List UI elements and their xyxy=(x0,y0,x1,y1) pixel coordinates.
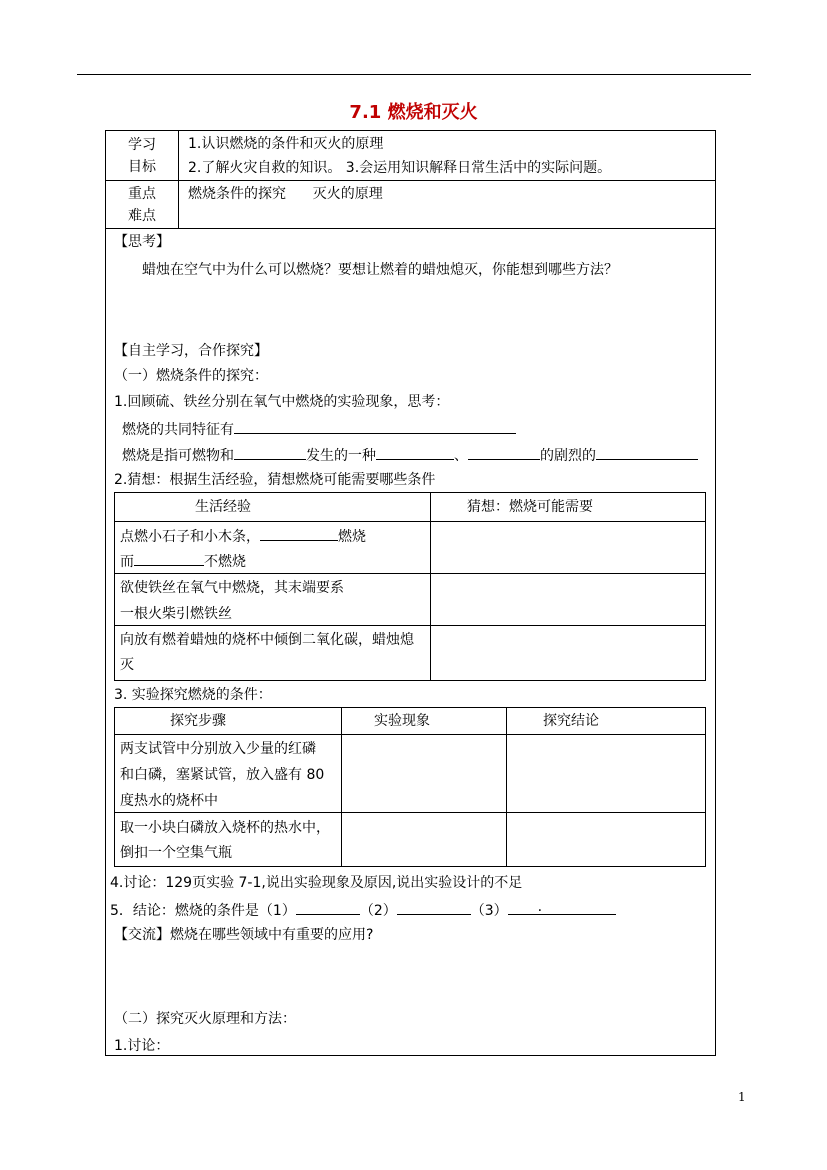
page-number: 1 xyxy=(738,1090,746,1104)
cell-text: 燃烧 xyxy=(338,529,366,545)
table-cell: 取一小块白磷放入烧杯的热水中， xyxy=(120,820,330,836)
table-header: 猜想：燃烧可能需要 xyxy=(467,499,593,515)
prompt-text: （2） xyxy=(359,903,397,919)
goal-item: 1.认识燃烧的条件和灭火的原理 xyxy=(188,136,384,152)
answer-blank[interactable] xyxy=(376,445,454,460)
goals-label: 目标 xyxy=(128,159,156,175)
table-cell: 两支试管中分别放入少量的红磷 xyxy=(120,741,316,757)
key-points-label: 难点 xyxy=(128,208,156,224)
table-cell: 欲使铁丝在氧气中燃烧，其末端要系 xyxy=(120,580,344,596)
table-cell: 倒扣一个空集气瓶 xyxy=(120,845,232,861)
table-cell: 度热水的烧杯中 xyxy=(120,793,218,809)
table-header: 生活经验 xyxy=(195,499,251,515)
table-header: 实验现象 xyxy=(374,713,430,729)
table-header: 探究结论 xyxy=(543,713,599,729)
key-points-label: 重点 xyxy=(128,186,156,202)
question-2: 2.猜想：根据生活经验，猜想燃烧可能需要哪些条件 xyxy=(114,472,436,488)
cell-text: 不燃烧 xyxy=(204,554,246,570)
prompt-text: 燃烧是指可燃物和 xyxy=(122,448,234,464)
answer-blank[interactable] xyxy=(234,445,306,460)
cell-text: 点燃小石子和小木条， xyxy=(120,529,260,545)
prompt-text: 发生的一种 xyxy=(306,448,376,464)
guess-table xyxy=(114,492,706,681)
prompt-text: 5．结论：燃烧的条件是（1） xyxy=(110,903,296,919)
row-divider xyxy=(115,734,705,735)
row-divider xyxy=(106,228,715,229)
row-divider xyxy=(115,573,705,574)
prompt-text: 燃烧的共同特征有 xyxy=(122,422,234,438)
row-divider xyxy=(115,625,705,626)
question-4: 4.讨论：129页实验 7-1,说出实验现象及原因,说出实验设计的不足 xyxy=(110,875,523,891)
table-cell: 灭 xyxy=(120,657,134,673)
header-rule xyxy=(77,74,751,75)
answer-blank[interactable] xyxy=(134,551,204,566)
table-cell xyxy=(120,551,246,571)
answer-blank[interactable] xyxy=(296,900,360,915)
prompt-text: 的剧烈的 xyxy=(540,448,596,464)
question-1: 1.回顾硫、铁丝分别在氧气中燃烧的实验现象，思考： xyxy=(114,394,450,410)
table-cell: 一根火柴引燃铁丝 xyxy=(120,606,232,622)
discussion-label: 1.讨论： xyxy=(114,1038,170,1054)
table-cell xyxy=(120,526,366,546)
think-question: 蜡烛在空气中为什么可以燃烧？要想让燃着的蜡烛熄灭，你能想到哪些方法？ xyxy=(142,262,618,278)
column-divider xyxy=(341,708,342,866)
answer-blank[interactable] xyxy=(596,445,698,460)
goals-label: 学习 xyxy=(128,137,156,153)
prompt-text: 、 xyxy=(454,448,468,464)
answer-blank[interactable] xyxy=(468,445,540,460)
table-header: 探究步骤 xyxy=(170,713,226,729)
column-divider xyxy=(506,708,507,866)
conclusion-line xyxy=(110,900,616,920)
answer-blank[interactable] xyxy=(397,900,471,915)
section-heading: （二）探究灭火原理和方法： xyxy=(114,1011,296,1027)
exchange-line xyxy=(114,926,373,944)
question-3: 3. 实验探究燃烧的条件： xyxy=(114,687,272,703)
key-points-text: 燃烧条件的探究 灭火的原理 xyxy=(188,186,383,202)
row-divider xyxy=(106,180,715,181)
prompt-text: （3） xyxy=(470,903,508,919)
cell-text: 而 xyxy=(120,554,134,570)
table-cell: 和白磷，塞紧试管，放入盛有 80 xyxy=(120,767,325,783)
table-cell: 向放有燃着蜡烛的烧杯中倾倒二氧化碳，蜡烛熄 xyxy=(120,632,414,648)
worksheet-table xyxy=(105,130,716,1056)
row-divider xyxy=(115,812,705,813)
prompt-text: . xyxy=(537,899,543,915)
experiment-table xyxy=(114,707,706,867)
section-heading: （一）燃烧条件的探究： xyxy=(114,368,268,384)
page-title: 7.1 燃烧和灭火 xyxy=(349,102,478,123)
exchange-question: 燃烧在哪些领域中有重要的应用? xyxy=(170,927,374,943)
fill-line xyxy=(122,445,698,465)
row-divider xyxy=(115,521,705,522)
think-heading: 【思考】 xyxy=(114,234,170,250)
exchange-label: 【交流】 xyxy=(114,927,170,943)
answer-blank[interactable] xyxy=(260,526,338,541)
goal-item: 2.了解火灾自救的知识。 3.会运用知识解释日常生活中的实际问题。 xyxy=(188,160,612,176)
answer-blank[interactable] xyxy=(234,419,516,434)
self-study-heading: 【自主学习，合作探究】 xyxy=(114,343,268,359)
answer-blank[interactable] xyxy=(508,900,616,915)
fill-line xyxy=(122,419,516,439)
